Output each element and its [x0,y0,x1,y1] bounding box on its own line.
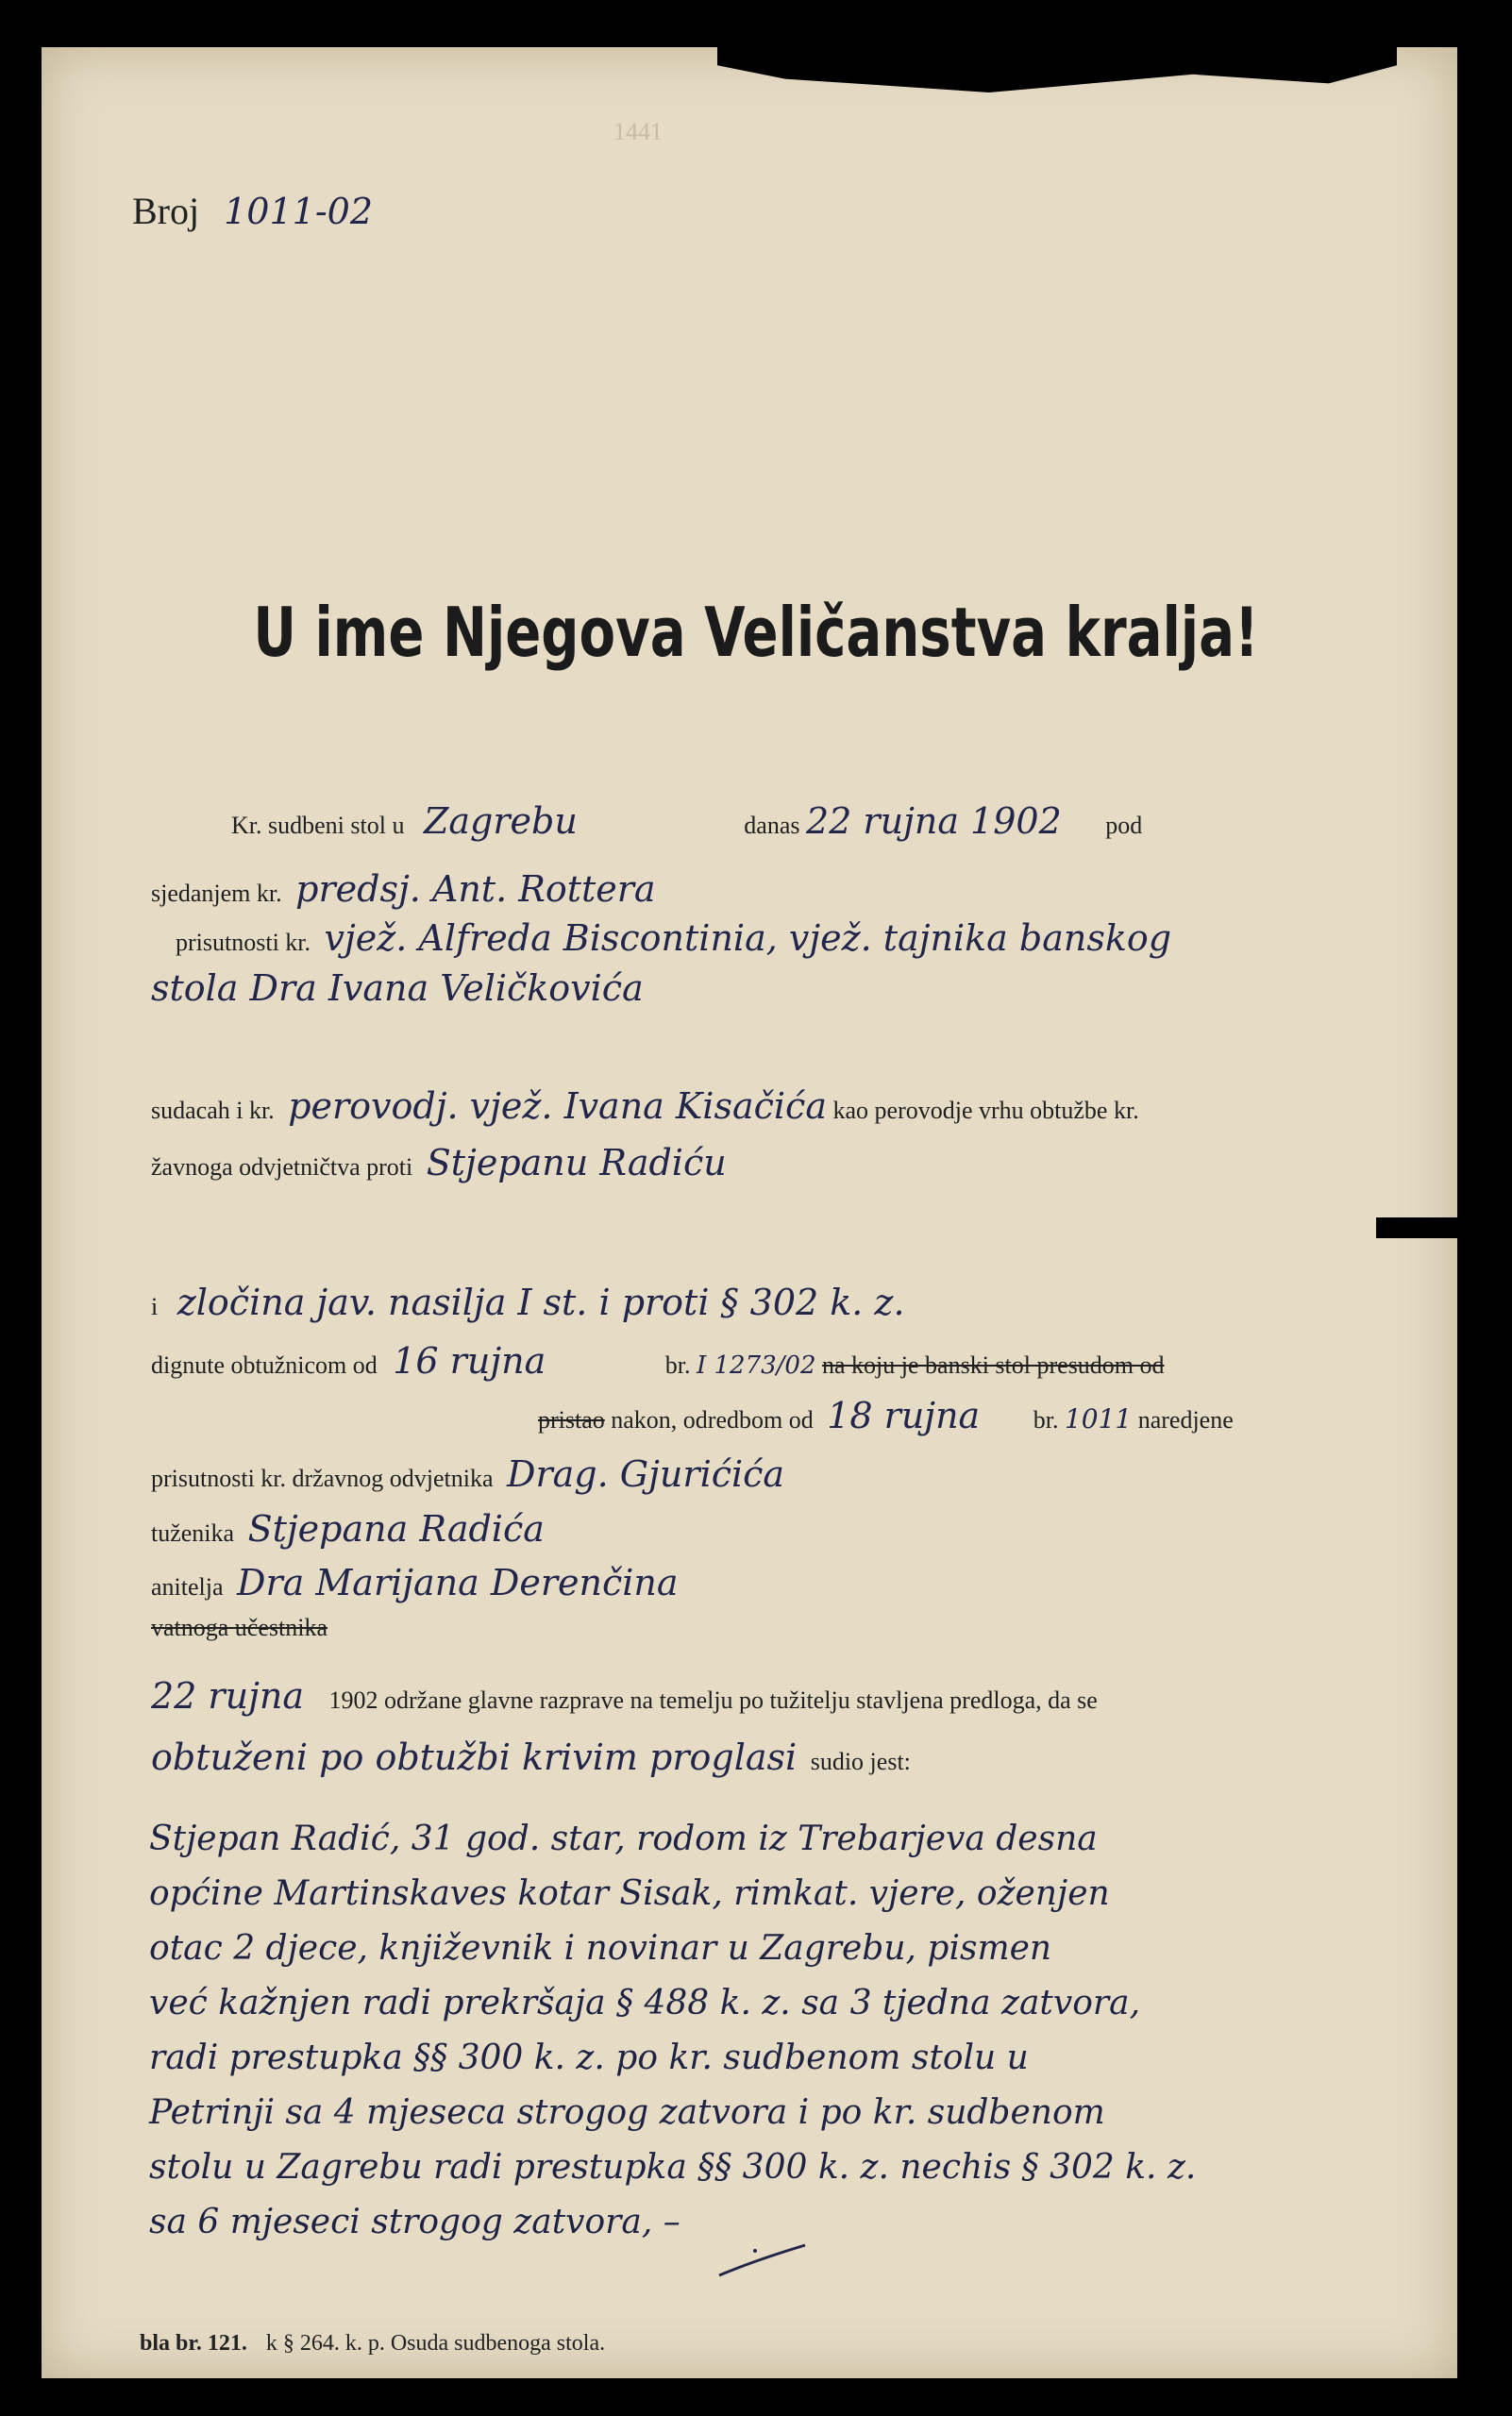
handwritten-city: Zagrebu [423,800,578,842]
body-line: općine Martinskaves kotar Sisak, rimkat. vjere, oženjen [149,1874,1110,1913]
text: prisutnosti kr. državnog odvjetnika [151,1465,494,1492]
case-number [132,189,373,233]
handwritten-defendant: Stjepana Radića [247,1508,545,1550]
body-line: sa 6 mjeseci strogog zatvora, – [149,2203,680,2241]
text: kao perovodje vrhu obtužbe kr. [832,1097,1139,1124]
handwritten-judges: vjež. Alfreda Biscontinia, vjež. tajnika banskog [324,917,1172,959]
footer-form-number: bla br. 121. [140,2331,247,2356]
handwritten-date: 18 rujna [827,1395,981,1436]
body-line: stolu u Zagrebu radi prestupka §§ 300 k. z. nechis § 302 k. z. [149,2148,1197,2187]
form-line-8 [151,1340,1165,1382]
text: sjedanjem kr. [151,880,282,907]
handwritten-number: I 1273/02 [696,1351,816,1380]
form-line-14 [151,1675,1098,1717]
text: prisutnosti kr. [176,929,311,956]
footer-form-desc: k § 264. k. p. Osuda sudbenoga stola. [265,2331,606,2356]
form-line-2 [151,868,656,910]
text: sudio jest: [810,1748,911,1775]
form-line-7 [151,1282,905,1323]
text: Kr. sudbeni stol u [231,812,405,839]
form-line-6 [151,1142,727,1183]
case-number-value: 1011-02 [224,191,374,232]
struck-text: pristao [538,1406,605,1434]
verdict-handwritten-body [149,1812,1452,2250]
text: pod [1105,812,1143,839]
form-line-1 [231,800,1142,842]
body-line: već kažnjen radi prekršaja § 488 k. z. sa 3 tjedna zatvora, [149,1984,1141,2022]
document-title: U ime Njegova Veličanstva kralja! [253,593,1259,672]
text: nakon, odredbom od [611,1406,814,1434]
text: i [151,1293,159,1320]
handwritten-judges-cont: stola Dra Ivana Veličkovića [151,967,644,1009]
form-footer [140,2331,605,2357]
text: 1902 održane glavne razprave na temelju po tužitelju stavljena predloga, da se [328,1686,1098,1714]
handwritten-accused: Stjepanu Radiću [426,1142,727,1183]
form-line-4 [151,967,644,1009]
handwritten-charge: zločina jav. nasilja I st. i proti § 302 k. z. [176,1282,905,1323]
page-tab-mark [1376,1217,1461,1238]
form-line-11 [151,1508,545,1550]
form-line-13 [151,1614,328,1642]
text: naredjene [1137,1406,1234,1434]
body-line: otac 2 djece, književnik i novinar u Zagrebu, pismen [149,1929,1052,1968]
text: dignute obtužnicom od [151,1351,378,1379]
text: tuženika [151,1519,235,1547]
text: br. [664,1351,691,1379]
text: sudacah i kr. [151,1097,275,1124]
struck-text: vatnoga učestnika [151,1614,328,1641]
text: anitelja [151,1573,224,1601]
case-number-label: Broj [132,190,200,232]
form-line-3 [176,917,1171,959]
text: žavnoga odvjetničtva proti [151,1153,413,1181]
form-line-15 [151,1736,911,1778]
body-line: Petrinji sa 4 mjeseca strogog zatvora i po kr. sudbenom [149,2093,1105,2132]
handwritten-date: 16 rujna [393,1340,546,1382]
form-line-9 [538,1395,1234,1436]
handwritten-clerk: perovodj. vjež. Ivana Kisačića [288,1085,827,1127]
handwritten-date: 22 rujna 1902 [806,800,1062,842]
handwritten-presiding: predsj. Ant. Rottera [295,868,656,910]
pen-flourish [717,2241,807,2279]
handwritten-defender: Dra Marijana Derenčina [237,1562,679,1603]
form-line-12 [151,1562,679,1603]
form-line-5 [151,1085,1139,1127]
handwritten-prosecutor: Drag. Gjurićića [507,1453,785,1495]
struck-text: na koju je banski stol presudom od [822,1351,1165,1379]
handwritten-number: 1011 [1064,1403,1133,1434]
text: danas [744,812,800,839]
faded-stamp: 1441 [613,118,663,145]
body-line: Stjepan Radić, 31 god. star, rodom iz Trebarjeva desna [149,1820,1098,1858]
text: br. [1033,1406,1059,1434]
handwritten-motion: obtuženi po obtužbi krivim proglasi [151,1736,798,1778]
form-line-10 [151,1453,784,1495]
body-line: radi prestupka §§ 300 k. z. po kr. sudbenom stolu u [149,2038,1029,2077]
handwritten-date: 22 rujna [151,1675,304,1717]
